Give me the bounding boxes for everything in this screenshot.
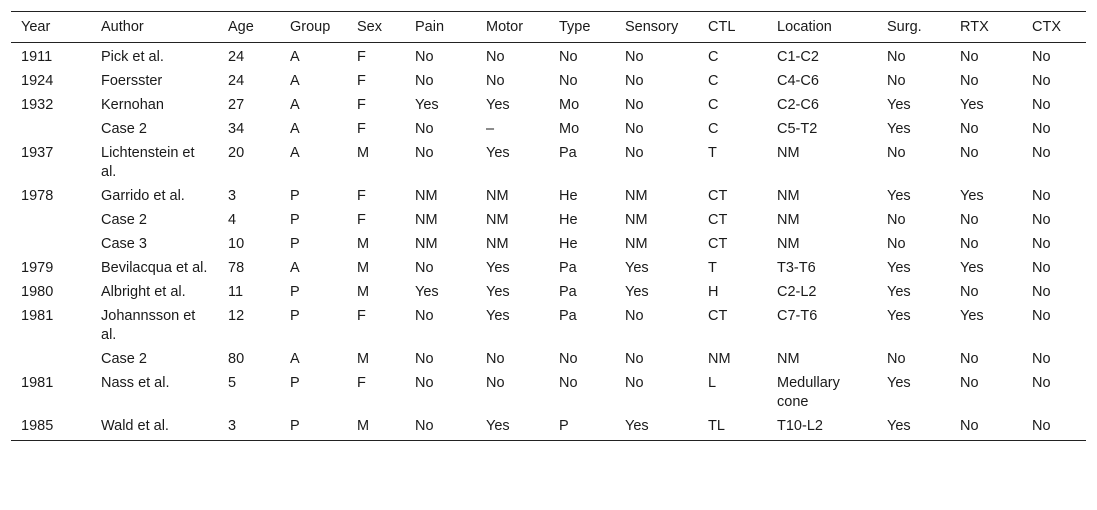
- cell-surgery: Yes: [887, 308, 911, 324]
- cell-author: Case 3: [101, 236, 147, 252]
- table-row: [11, 347, 1086, 371]
- cell-type: No: [559, 73, 578, 89]
- cell-rtx: No: [960, 212, 979, 228]
- cell-ctx: No: [1032, 49, 1051, 65]
- cell-location: NM: [777, 188, 800, 204]
- cell-ctl: T: [708, 145, 717, 161]
- cell-ctl: CT: [708, 308, 728, 324]
- table-body: [11, 43, 1086, 441]
- cell-ctx: No: [1032, 260, 1051, 276]
- cell-pain: NM: [415, 188, 438, 204]
- cell-ctx: No: [1032, 236, 1051, 252]
- header-group: Group: [280, 12, 347, 43]
- cell-author: Bevilacqua et al.: [101, 260, 208, 276]
- cell-sensory: No: [625, 145, 644, 161]
- cell-year: 1937: [21, 145, 54, 161]
- cell-sex: M: [357, 351, 370, 367]
- cell-group: A: [290, 260, 300, 276]
- cell-type: Mo: [559, 97, 580, 113]
- cell-group: A: [290, 97, 300, 113]
- cell-ctx: No: [1032, 375, 1051, 391]
- table-row: [11, 43, 1086, 70]
- cell-type: No: [559, 49, 578, 65]
- cell-surgery: Yes: [887, 188, 911, 204]
- cell-pain: No: [415, 351, 434, 367]
- cell-group: P: [290, 236, 300, 252]
- cell-ctx: No: [1032, 121, 1051, 137]
- cell-motor: NM: [486, 236, 509, 252]
- cell-sensory: NM: [625, 188, 648, 204]
- cell-sex: M: [357, 236, 370, 252]
- cell-year: 1932: [21, 97, 54, 113]
- table-row: [11, 232, 1086, 256]
- cell-sex: F: [357, 188, 366, 204]
- cell-age: 5: [228, 375, 237, 391]
- cell-rtx: Yes: [960, 188, 984, 204]
- cell-location: T3-T6: [777, 260, 816, 276]
- cell-motor: –: [486, 121, 495, 137]
- cell-rtx: Yes: [960, 97, 984, 113]
- cell-sensory: NM: [625, 212, 648, 228]
- cell-motor: NM: [486, 212, 509, 228]
- cell-age: 34: [228, 121, 245, 137]
- cell-motor: NM: [486, 188, 509, 204]
- header-author: Author: [91, 12, 218, 43]
- cell-ctx: No: [1032, 145, 1051, 161]
- cell-surgery: No: [887, 212, 906, 228]
- cell-pain: No: [415, 260, 434, 276]
- cell-age: 3: [218, 414, 280, 441]
- cell-location: T10-L2: [767, 414, 877, 441]
- cell-pain: No: [415, 308, 434, 324]
- table-row: [11, 117, 1086, 141]
- cell-rtx: No: [950, 414, 1022, 441]
- cell-rtx: No: [960, 145, 979, 161]
- header-sensory: Sensory: [615, 12, 698, 43]
- cell-sensory: No: [625, 49, 644, 65]
- cell-rtx: No: [960, 49, 979, 65]
- cell-surgery: Yes: [887, 97, 911, 113]
- case-table-container: [11, 11, 1086, 441]
- cell-age: 10: [228, 236, 245, 252]
- header-ctx: CTX: [1022, 12, 1086, 43]
- cell-location: C2-L2: [777, 284, 817, 300]
- cell-age: 78: [228, 260, 245, 276]
- cell-location: NM: [777, 145, 800, 161]
- cell-type: Pa: [559, 260, 577, 276]
- cell-sex: M: [347, 414, 405, 441]
- cell-ctl: CT: [708, 212, 728, 228]
- cell-location: C1-C2: [777, 49, 819, 65]
- cell-ctx: No: [1032, 188, 1051, 204]
- cell-pain: Yes: [415, 97, 439, 113]
- cell-sex: M: [357, 260, 370, 276]
- cell-author: Case 2: [101, 351, 147, 367]
- cell-year: [11, 117, 91, 141]
- cell-type: Mo: [559, 121, 580, 137]
- cell-sex: F: [357, 49, 366, 65]
- cell-sensory: NM: [625, 236, 648, 252]
- cell-motor: No: [486, 375, 505, 391]
- cell-author: Lichtenstein et al.: [101, 145, 195, 180]
- cell-group: P: [290, 188, 300, 204]
- cell-type: P: [549, 414, 615, 441]
- cell-year: [11, 208, 91, 232]
- cell-pain: No: [415, 121, 434, 137]
- cell-sensory: No: [625, 73, 644, 89]
- cell-author: Wald et al.: [91, 414, 218, 441]
- cell-motor: No: [486, 73, 505, 89]
- cell-sensory: Yes: [615, 414, 698, 441]
- cell-location: C5-T2: [777, 121, 818, 137]
- header-pain: Pain: [405, 12, 476, 43]
- header-age: Age: [218, 12, 280, 43]
- table-row: [11, 208, 1086, 232]
- cell-ctx: No: [1032, 284, 1051, 300]
- cell-sex: F: [357, 375, 366, 391]
- cell-rtx: No: [960, 236, 979, 252]
- table-row: [11, 141, 1086, 184]
- cell-sensory: No: [625, 97, 644, 113]
- cell-surgery: No: [887, 73, 906, 89]
- cell-author: Foersster: [101, 73, 163, 89]
- cell-group: P: [290, 375, 300, 391]
- cell-motor: Yes: [486, 260, 510, 276]
- cell-location: C7-T6: [777, 308, 818, 324]
- cell-ctx: No: [1022, 414, 1086, 441]
- header-type: Type: [549, 12, 615, 43]
- header-surgery: Surg.: [877, 12, 950, 43]
- cell-rtx: No: [960, 284, 979, 300]
- cell-sensory: No: [625, 121, 644, 137]
- cell-pain: No: [415, 49, 434, 65]
- cell-author: Case 2: [101, 212, 147, 228]
- table-row: [11, 280, 1086, 304]
- cell-group: P: [290, 284, 300, 300]
- cell-age: 3: [228, 188, 237, 204]
- cell-year: [11, 347, 91, 371]
- cell-group: P: [290, 212, 300, 228]
- cell-sensory: Yes: [625, 284, 649, 300]
- cell-surgery: No: [887, 236, 906, 252]
- cell-location: C4-C6: [777, 73, 819, 89]
- cell-ctl: T: [708, 260, 717, 276]
- cell-year: 1911: [21, 49, 53, 65]
- cell-sex: F: [357, 73, 366, 89]
- cell-ctx: No: [1032, 212, 1051, 228]
- cell-sensory: Yes: [625, 260, 649, 276]
- table-row: [11, 69, 1086, 93]
- cell-motor: Yes: [486, 308, 510, 324]
- cell-rtx: No: [960, 121, 979, 137]
- table-row: [11, 93, 1086, 117]
- cell-sex: F: [357, 308, 366, 324]
- cell-pain: NM: [415, 212, 438, 228]
- cell-pain: No: [415, 145, 434, 161]
- cell-motor: No: [486, 351, 505, 367]
- header-rtx: RTX: [950, 12, 1022, 43]
- cell-ctl: H: [708, 284, 719, 300]
- cell-motor: Yes: [486, 97, 510, 113]
- cell-location: C2-C6: [777, 97, 819, 113]
- cell-author: Garrido et al.: [101, 188, 185, 204]
- cell-location: NM: [777, 351, 800, 367]
- cell-sensory: No: [625, 375, 644, 391]
- cell-sex: F: [357, 121, 366, 137]
- cell-motor: Yes: [486, 145, 510, 161]
- cell-age: 4: [228, 212, 237, 228]
- cell-surgery: Yes: [887, 284, 911, 300]
- cell-author: Nass et al.: [101, 375, 170, 391]
- cell-author: Pick et al.: [101, 49, 164, 65]
- cell-ctl: C: [708, 121, 719, 137]
- cell-group: A: [290, 73, 300, 89]
- cell-pain: NM: [415, 236, 438, 252]
- cell-location: NM: [777, 212, 800, 228]
- cell-group: A: [290, 49, 300, 65]
- cell-year: 1978: [21, 188, 54, 204]
- cell-year: 1924: [21, 73, 54, 89]
- case-table: [11, 11, 1086, 441]
- cell-surgery: No: [887, 145, 906, 161]
- cell-group: A: [290, 145, 300, 161]
- cell-rtx: Yes: [960, 308, 984, 324]
- cell-motor: No: [486, 49, 505, 65]
- cell-ctl: NM: [708, 351, 731, 367]
- cell-author: Johannsson et al.: [101, 308, 196, 343]
- table-row: [11, 414, 1086, 441]
- cell-year: 1981: [21, 308, 54, 324]
- cell-location: NM: [777, 236, 800, 252]
- cell-motor: Yes: [486, 284, 510, 300]
- cell-age: 20: [228, 145, 245, 161]
- cell-age: 27: [228, 97, 245, 113]
- table-row: [11, 304, 1086, 347]
- header-motor: Motor: [476, 12, 549, 43]
- cell-author: Albright et al.: [101, 284, 186, 300]
- cell-sensory: No: [625, 308, 644, 324]
- cell-year: [11, 232, 91, 256]
- cell-author: Case 2: [101, 121, 147, 137]
- cell-age: 24: [228, 73, 245, 89]
- cell-ctl: C: [708, 49, 719, 65]
- table-row: [11, 256, 1086, 280]
- cell-ctl: C: [708, 97, 719, 113]
- cell-ctl: CT: [708, 236, 728, 252]
- cell-ctl: L: [708, 375, 717, 391]
- cell-group: A: [290, 351, 300, 367]
- table-row: [11, 184, 1086, 208]
- cell-sex: F: [357, 212, 366, 228]
- cell-surgery: Yes: [877, 414, 950, 441]
- cell-year: 1979: [21, 260, 54, 276]
- cell-sex: F: [357, 97, 366, 113]
- cell-sex: M: [357, 145, 370, 161]
- cell-type: Pa: [559, 284, 577, 300]
- cell-ctx: No: [1032, 308, 1051, 324]
- cell-age: 12: [228, 308, 245, 324]
- header-sex: Sex: [347, 12, 405, 43]
- table-header: [11, 12, 1086, 43]
- cell-motor: Yes: [476, 414, 549, 441]
- cell-ctl: TL: [698, 414, 767, 441]
- cell-ctl: C: [708, 73, 719, 89]
- cell-year: 1980: [21, 284, 54, 300]
- cell-type: Pa: [559, 308, 577, 324]
- cell-surgery: Yes: [887, 260, 911, 276]
- cell-type: Pa: [559, 145, 577, 161]
- cell-group: P: [280, 414, 347, 441]
- cell-type: No: [559, 351, 578, 367]
- cell-age: 24: [228, 49, 245, 65]
- cell-rtx: Yes: [960, 260, 984, 276]
- cell-surgery: No: [887, 351, 906, 367]
- header-row: [11, 12, 1086, 43]
- cell-location: Medullary cone: [777, 375, 840, 410]
- cell-age: 11: [228, 284, 244, 300]
- cell-surgery: Yes: [887, 375, 911, 391]
- cell-rtx: No: [960, 73, 979, 89]
- cell-year: 1985: [11, 414, 91, 441]
- cell-group: P: [290, 308, 300, 324]
- cell-year: 1981: [21, 375, 54, 391]
- cell-ctx: No: [1032, 351, 1051, 367]
- cell-pain: No: [415, 375, 434, 391]
- table-row: [11, 371, 1086, 414]
- cell-type: He: [559, 212, 578, 228]
- header-location: Location: [767, 12, 877, 43]
- cell-surgery: No: [887, 49, 906, 65]
- cell-surgery: Yes: [887, 121, 911, 137]
- cell-rtx: No: [960, 351, 979, 367]
- cell-age: 80: [228, 351, 245, 367]
- cell-sensory: No: [625, 351, 644, 367]
- header-ctl: CTL: [698, 12, 767, 43]
- cell-pain: No: [405, 414, 476, 441]
- cell-ctx: No: [1032, 97, 1051, 113]
- cell-author: Kernohan: [101, 97, 164, 113]
- cell-pain: No: [415, 73, 434, 89]
- cell-type: No: [559, 375, 578, 391]
- cell-ctx: No: [1032, 73, 1051, 89]
- cell-rtx: No: [960, 375, 979, 391]
- cell-type: He: [559, 188, 578, 204]
- cell-group: A: [290, 121, 300, 137]
- cell-sex: M: [357, 284, 370, 300]
- cell-pain: Yes: [415, 284, 439, 300]
- header-year: Year: [11, 12, 91, 43]
- cell-type: He: [559, 236, 578, 252]
- cell-ctl: CT: [708, 188, 728, 204]
